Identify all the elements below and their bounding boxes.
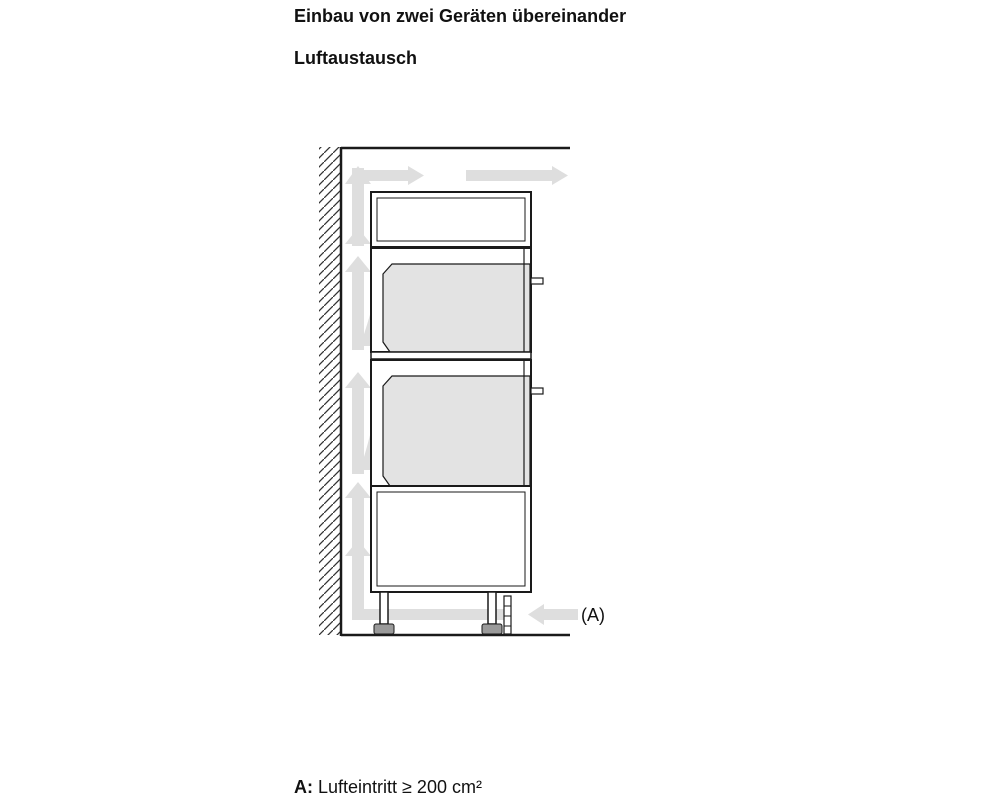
airflow-arrow-up-7 bbox=[345, 228, 371, 244]
lower-oven bbox=[371, 360, 543, 486]
airflow-arrow-right-2 bbox=[552, 166, 568, 185]
bottom-cabinet bbox=[371, 486, 531, 592]
airflow-arrow-up-5 bbox=[345, 256, 371, 272]
airflow-riser-oven1 bbox=[352, 272, 364, 350]
airflow-riser-oven2 bbox=[352, 388, 364, 474]
airflow-riser-cabinet bbox=[352, 496, 364, 568]
legend-text: Lufteintritt ≥ 200 cm² bbox=[318, 777, 482, 797]
airflow-arrow-up-3 bbox=[345, 372, 371, 388]
top-cabinet bbox=[371, 192, 531, 247]
airflow-top-stream-2 bbox=[466, 170, 554, 181]
callout-label-a: (A) bbox=[581, 605, 605, 625]
airflow-top-stream-1 bbox=[364, 170, 410, 181]
legend-key: A: bbox=[294, 777, 313, 797]
airflow-bottom-stream bbox=[352, 609, 508, 620]
airflow-arrow-right-1 bbox=[408, 166, 424, 185]
foot-right-base bbox=[482, 624, 502, 634]
foot-left bbox=[380, 592, 388, 624]
page-title: Einbau von zwei Geräten übereinander bbox=[294, 6, 627, 26]
foot-right bbox=[488, 592, 496, 624]
upper-oven bbox=[371, 248, 543, 352]
vented-plinth bbox=[504, 596, 511, 634]
figure-legend bbox=[294, 777, 482, 798]
section-title: Luftaustausch bbox=[294, 48, 418, 68]
airflow-inlet-arrow bbox=[528, 604, 578, 625]
airflow-arrow-up-2 bbox=[345, 482, 371, 498]
intermediate-shelf bbox=[371, 352, 531, 359]
lower-oven-knob bbox=[531, 388, 543, 394]
foot-left-base bbox=[374, 624, 394, 634]
wall bbox=[319, 147, 341, 636]
upper-oven-knob bbox=[531, 278, 543, 284]
